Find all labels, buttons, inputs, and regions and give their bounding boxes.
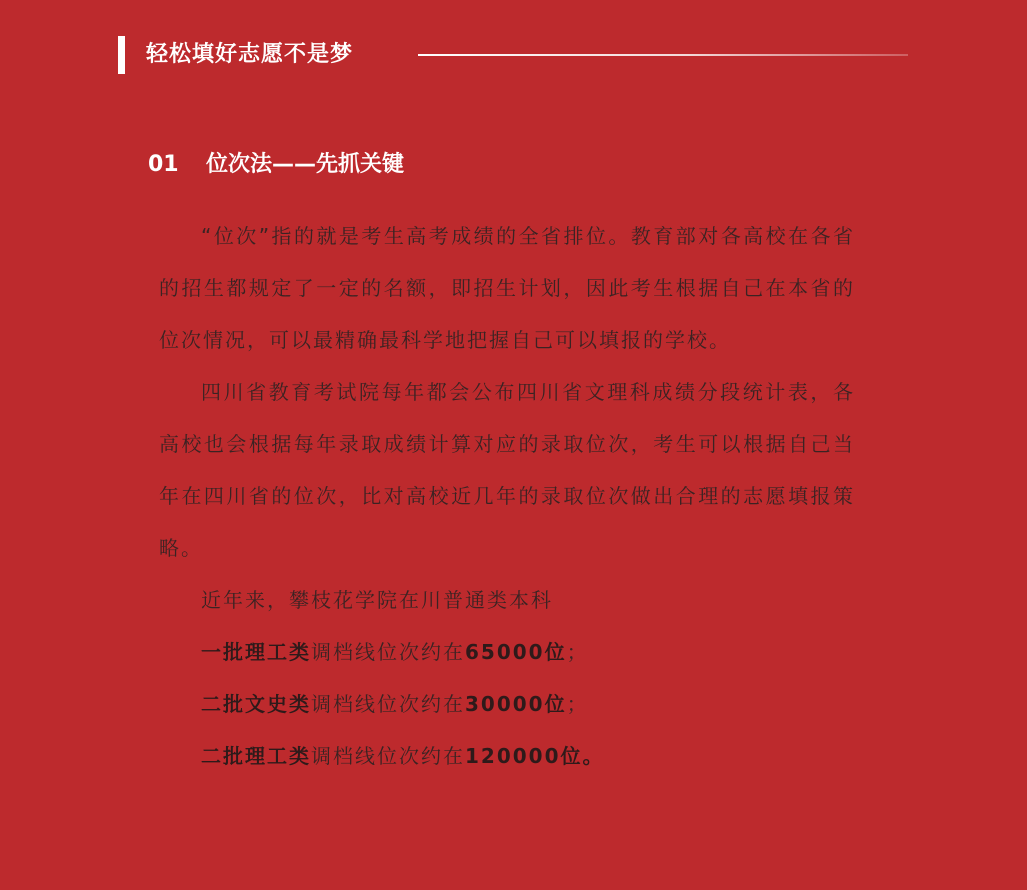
ranking-item [159,626,855,678]
ranking-label: 调档线位次约在 [311,744,465,768]
paragraph: 近年来，攀枝花学院在川普通类本科 [201,588,553,612]
ranking-value: 30000位 [465,692,567,716]
ranking-label: 调档线位次约在 [311,692,465,716]
header-divider-line [418,54,908,56]
section-title: 位次法——先抓关键 [206,152,405,177]
ranking-value: 120000位 [465,744,583,768]
section-number: 01 [148,152,179,177]
ranking-punct: 。 [582,744,605,768]
section-header [118,36,908,74]
paragraph: “位次”指的就是考生高考成绩的全省排位。教育部对各高校在各省的招生都规定了一定的名额，即招生计划，因此考生根据自己在本省的位次情况，可以最精确最科学地把握自己可以填报的学校。 [159,224,855,352]
header-title: 轻松填好志愿不是梦 [146,42,354,67]
ranking-punct: ； [566,692,589,716]
ranking-value: 65000位 [465,640,567,664]
ranking-category: 二批文史类 [201,692,311,716]
header-accent-bar [118,36,125,74]
ranking-label: 调档线位次约在 [311,640,465,664]
section-heading [148,147,404,183]
paragraph: 四川省教育考试院每年都会公布四川省文理科成绩分段统计表，各高校也会根据每年录取成绩计算对应的录取位次，考生可以根据自己当年在四川省的位次，比对高校近几年的录取位次做出合理的志愿填报策略。 [159,380,855,560]
article-body [159,210,855,782]
ranking-category: 一批理工类 [201,640,311,664]
ranking-item [159,730,855,782]
ranking-punct: ； [566,640,589,664]
ranking-category: 二批理工类 [201,744,311,768]
ranking-item [159,678,855,730]
